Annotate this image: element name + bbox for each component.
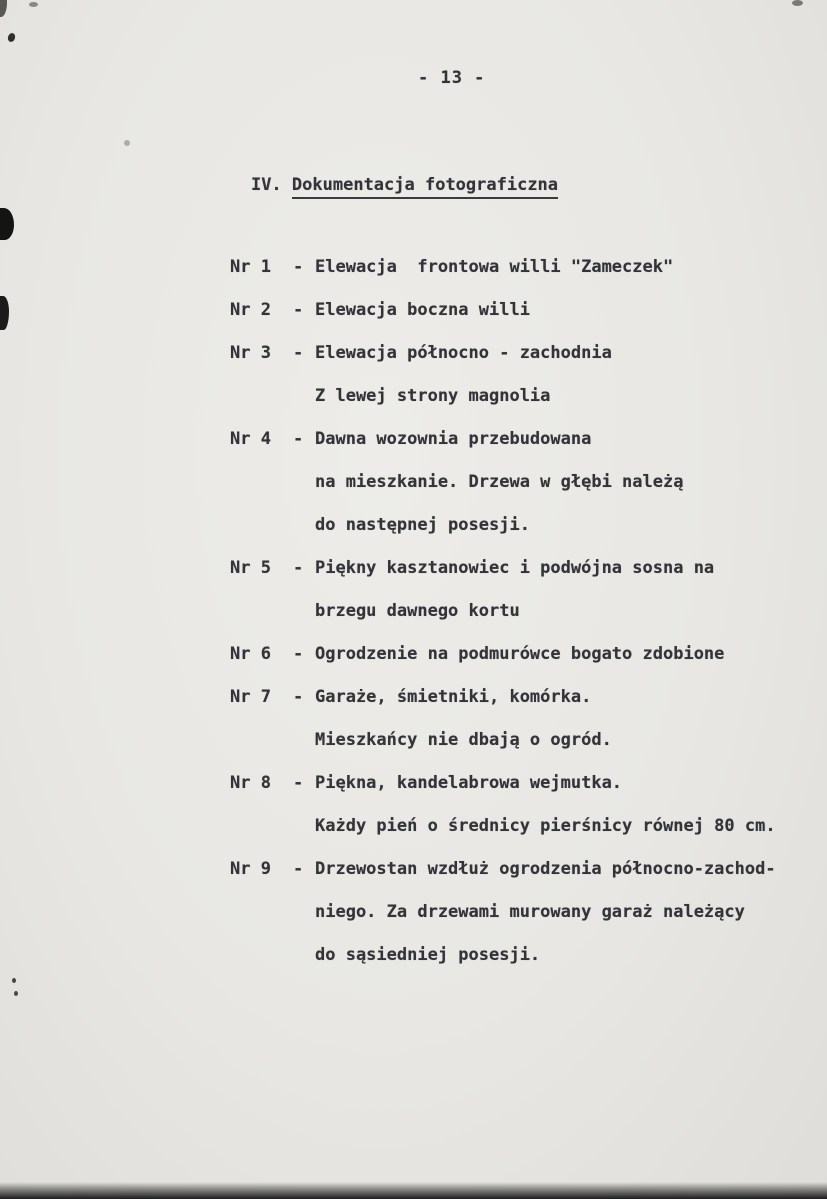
list-item (230, 418, 817, 547)
item-text (315, 762, 817, 848)
text-line: do sąsiedniej posesji. (315, 945, 541, 965)
ink-speck-artifact (792, 0, 803, 6)
list-item (230, 246, 817, 289)
item-text (315, 418, 817, 547)
item-number: Nr 7 (230, 687, 271, 707)
item-number: Nr 1 (230, 257, 271, 277)
item-dash: - (293, 859, 304, 879)
text-line: Ogrodzenie na podmurówce bogato zdobione (315, 644, 725, 664)
item-dash: - (293, 429, 304, 449)
list-item (230, 547, 817, 633)
item-text (315, 246, 817, 289)
text-line: Garaże, śmietniki, komórka. (315, 687, 592, 707)
item-number: Nr 8 (230, 773, 271, 793)
ink-blob-artifact (0, 296, 9, 330)
text-line: Elewacja północno - zachodnia (315, 343, 612, 363)
text-line: Każdy pień o średnicy pierśnicy równej 80 cm. (315, 816, 776, 836)
item-text (315, 848, 817, 977)
item-dash: - (293, 343, 304, 363)
item-text (315, 547, 817, 633)
list-item (230, 289, 817, 332)
ink-speck-artifact (7, 32, 17, 43)
section-numeral: IV. (250, 175, 282, 195)
page-number: - 13 - (418, 68, 486, 88)
text-line: niego. Za drzewami murowany garaż należący (315, 902, 745, 922)
scan-corner-artifact (0, 0, 7, 17)
section-heading (210, 155, 558, 215)
text-line: Piękna, kandelabrowa wejmutka. (315, 773, 623, 793)
item-dash: - (293, 257, 304, 277)
text-line: Mieszkańcy nie dbają o ogród. (315, 730, 612, 750)
item-dash: - (293, 644, 304, 664)
list-item (230, 848, 817, 977)
item-number: Nr 3 (230, 343, 271, 363)
item-dash: - (293, 300, 304, 320)
text-line: Drzewostan wzdłuż ogrodzenia północno-zachod- (315, 859, 776, 879)
section-title: Dokumentacja fotograficzna (292, 175, 558, 199)
ink-speck-artifact (14, 991, 18, 996)
ink-speck-artifact (29, 2, 38, 7)
item-text (315, 289, 817, 332)
item-text (315, 332, 817, 418)
item-text (315, 633, 817, 676)
text-line: na mieszkanie. Drzewa w głębi należą (315, 472, 684, 492)
item-number: Nr 4 (230, 429, 271, 449)
list-item (230, 762, 817, 848)
heading-space (282, 175, 292, 195)
scan-edge-artifact (0, 1182, 827, 1199)
item-number: Nr 6 (230, 644, 271, 664)
item-text (315, 676, 817, 762)
list-item (230, 633, 817, 676)
item-dash: - (293, 558, 304, 578)
item-number: Nr 2 (230, 300, 271, 320)
text-line: Z lewej strony magnolia (315, 386, 551, 406)
text-line: Elewacja frontowa willi "Zameczek" (315, 257, 674, 277)
list-item (230, 332, 817, 418)
item-dash: - (293, 773, 304, 793)
item-dash: - (293, 687, 304, 707)
item-number: Nr 9 (230, 859, 271, 879)
list-item (230, 676, 817, 762)
text-line: Dawna wozownia przebudowana (315, 429, 592, 449)
ink-blob-artifact (0, 208, 14, 240)
photo-list (230, 246, 817, 977)
text-line: Elewacja boczna willi (315, 300, 530, 320)
ink-speck-artifact (12, 978, 16, 983)
text-line: brzegu dawnego kortu (315, 601, 520, 621)
text-line: do następnej posesji. (315, 515, 530, 535)
item-number: Nr 5 (230, 558, 271, 578)
ink-speck-artifact (124, 140, 130, 146)
text-line: Piękny kasztanowiec i podwójna sosna na (315, 558, 715, 578)
